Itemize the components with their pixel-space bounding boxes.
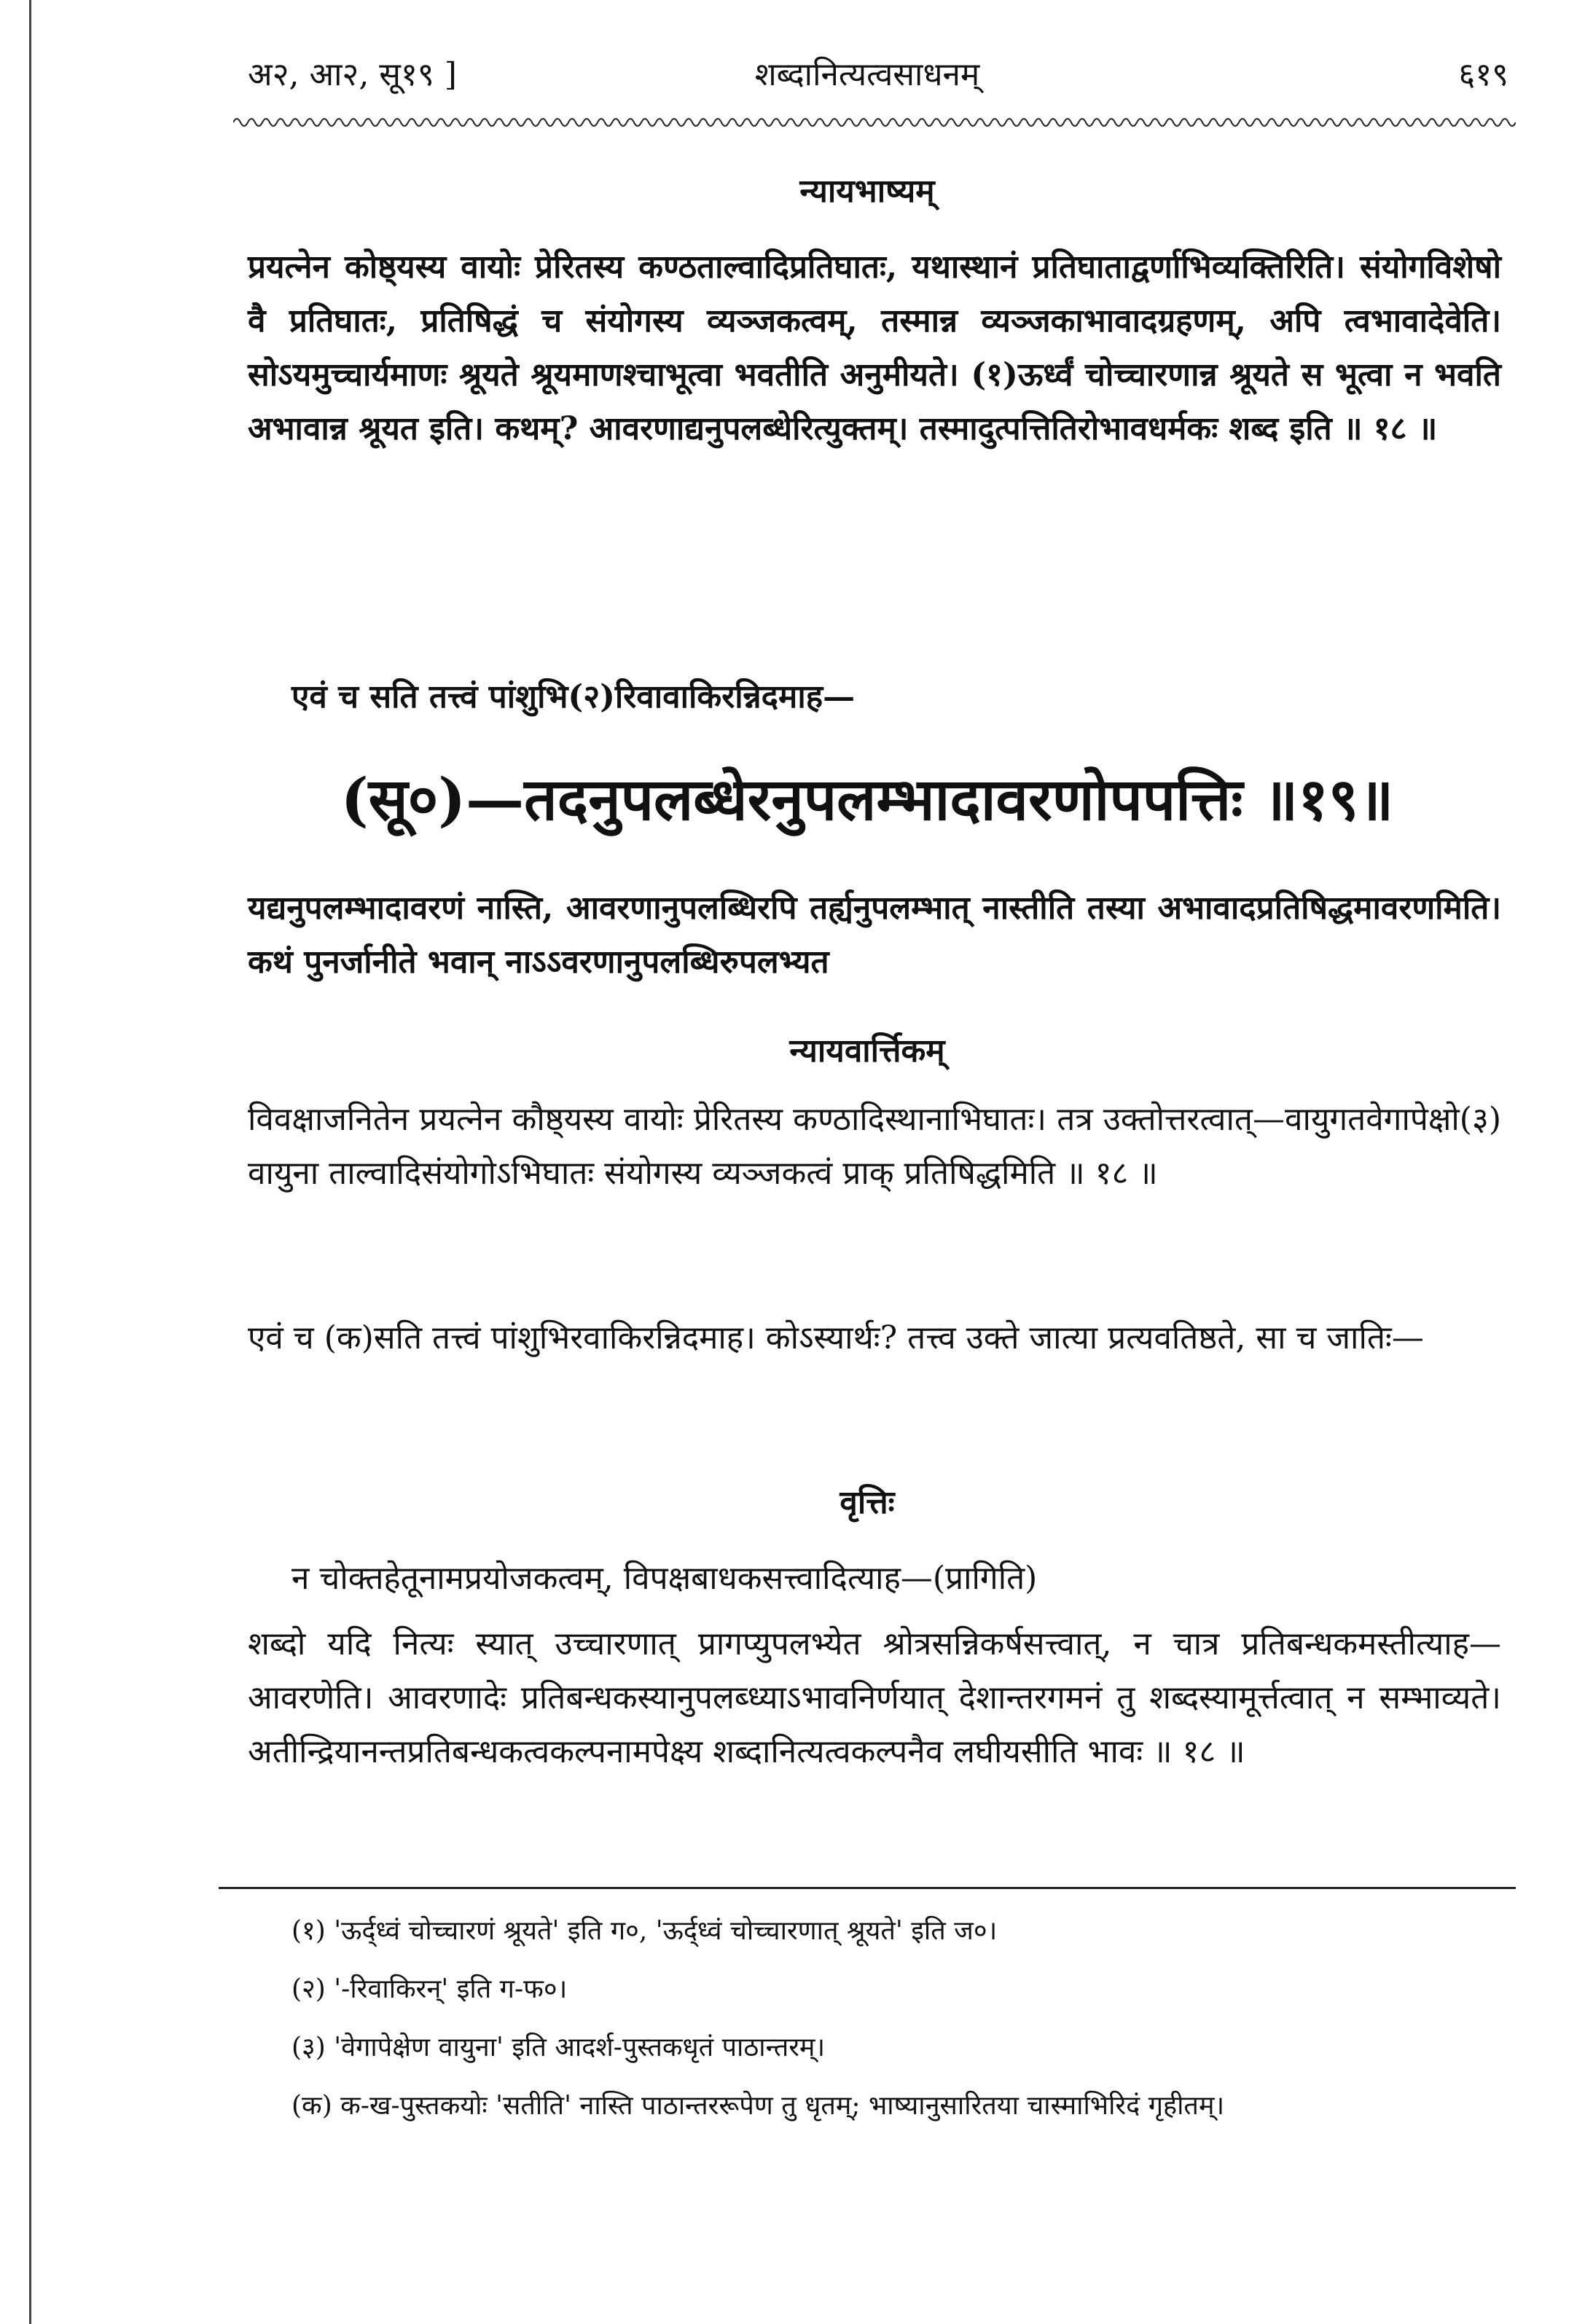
- header-wavy-rule: [233, 115, 1516, 130]
- vritti-paragraph-2: शब्दो यदि नित्यः स्यात् उच्चारणात् प्रागप्युपलभ्येत श्रोत्रसन्निकर्षसत्त्वात्, न चात्र प्रतिबन्धकमस्तीत्याह—आवरणेति। आवरणादेः प्रतिबन्धकस्यानुपलब्ध्याऽभावनिर्णयात् देशान्तरगमनं तु शब्दस्यामूर्त्तत्वात् न सम्भाव्यते। अतीन्द्रियानन्तप्रतिबन्धकत्वकल्पनामपेक्ष्य शब्दानित्यत्वकल्पनैव लघीयसीति भावः ॥ १८ ॥: [248, 1625, 1501, 1770]
- header-title: शब्दानित्यत्वसाधनम्: [754, 56, 980, 93]
- footnote-1: (१) 'ऊर्द्ध्वं चोच्चारणं श्रूयते' इति ग०, 'ऊर्द्ध्वं चोच्चारणात् श्रूयते' इति ज०।: [291, 1916, 998, 1946]
- nyayavartika-heading: न्यायवार्त्तिकम्: [789, 1032, 945, 1069]
- running-header: [219, 44, 1516, 109]
- page: [219, 29, 1516, 2288]
- left-margin-rule: [29, 0, 31, 2324]
- bhashya-paragraph-2: एवं च सति तत्त्वं पांशुभि(२)रिवावाकिरन्निदमाह—: [291, 678, 856, 715]
- sutra-19: (सू०)—तदनुपलब्धेरनुपलम्भादावरणोपपत्तिः ॥१९॥: [340, 765, 1394, 833]
- footnote-2: (२) '-रिवाकिरन्' इति ग-फ०।: [291, 1974, 568, 2004]
- bhashya-paragraph-1: प्रयत्नेन कोष्ठ्यस्य वायोः प्रेरितस्य कण्ठताल्वादिप्रतिघातः, यथास्थानं प्रतिघाताद्वर्णाभिव्यक्तिरिति। संयोगविशेषो वै प्रतिघातः, प्रतिषिद्धं च संयोगस्य व्यञ्जकत्वम्, तस्मान्न व्यञ्जकाभावादग्रहणम्, अपि त्वभावादेवेति। सोऽयमुच्चार्यमाणः श्रूयते श्रूयमाणश्चाभूत्वा भवतीति अनुमीयते। (१)ऊर्ध्वं चोच्चारणान्न श्रूयते स भूत्वा न भवति अभावान्न श्रूयत इति। कथम्? आवरणाद्यनुपलब्धेरित्युक्तम्। तस्मादुत्पत्तितिरोभावधर्मकः शब्द इति ॥ १८ ॥: [248, 248, 1501, 447]
- footnote-ka: (क) क-ख-पुस्तकयोः 'सतीति' नास्ति पाठान्तररूपेण तु धृतम्; भाष्यानुसारितया चास्माभिरिदं गृहीतम्।: [291, 2091, 1225, 2121]
- footnote-separator: [219, 1887, 1516, 1889]
- nyayabhashyam-heading: न्यायभाष्यम्: [799, 173, 935, 210]
- vritti-paragraph-1: न चोक्तहेतूनामप्रयोजकत्वम्, विपक्षबाधकसत्त्वादित्याह—(प्रागिति): [291, 1560, 1038, 1597]
- bhashya-paragraph-3: यद्यनुपलम्भादावरणं नास्ति, आवरणानुपलब्धिरपि तर्ह्यनुपलम्भात् नास्तीति तस्या अभावादप्रतिषिद्धमावरणमिति। कथं पुनर्जानीते भवान् नाऽऽवरणानुपलब्धिरुपलभ्यत: [248, 890, 1501, 981]
- header-reference: अ२, आ२, सू१९ ]: [248, 56, 457, 93]
- vritti-heading: वृत्तिः: [840, 1484, 895, 1521]
- page-number: ६१९: [1458, 56, 1508, 93]
- vartika-paragraph-2: एवं च (क)सति तत्त्वं पांशुभिरवाकिरन्निदमाह। कोऽस्यार्थः? तत्त्व उक्ते जात्या प्रत्यवतिष्ठते, सा च जातिः—: [248, 1319, 1424, 1357]
- footnote-3: (३) 'वेगापेक्षेण वायुना' इति आदर्श-पुस्तकधृतं पाठान्तरम्।: [291, 2033, 826, 2062]
- vartika-paragraph-1: विवक्षाजनितेन प्रयत्नेन कौष्ठ्यस्य वायोः प्रेरितस्य कण्ठादिस्थानाभिघातः। तत्र उक्तोत्तरत्वात्—वायुगतवेगापेक्षो(३) वायुना ताल्वादिसंयोगोऽभिघातः संयोगस्य व्यञ्जकत्वं प्राक् प्रतिषिद्धमिति ॥ १८ ॥: [248, 1101, 1501, 1192]
